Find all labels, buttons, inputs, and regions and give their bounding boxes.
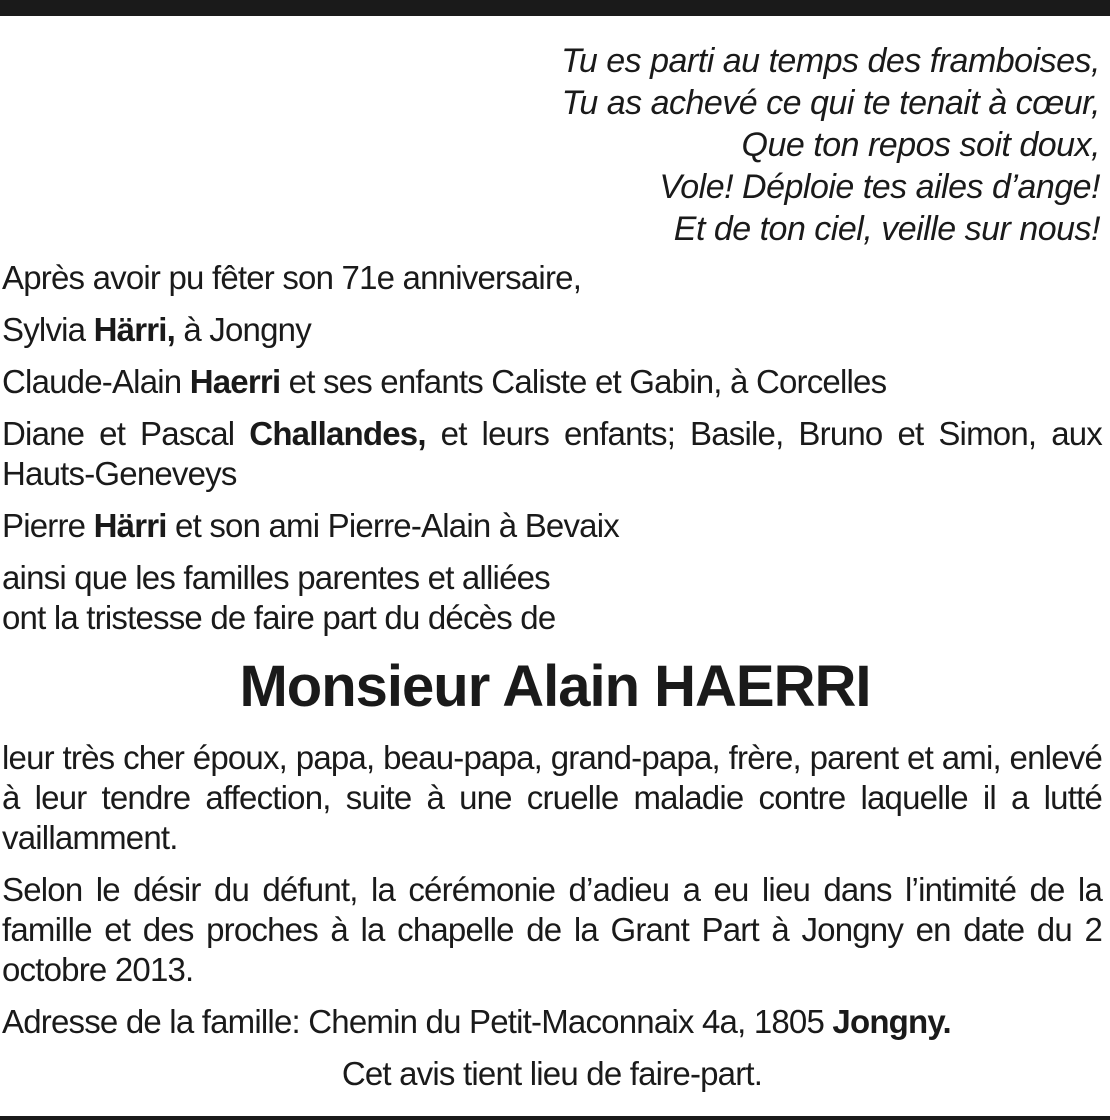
family-member-prefix: Sylvia bbox=[2, 311, 94, 348]
family-section bbox=[2, 258, 1102, 638]
family-address bbox=[2, 1002, 1102, 1042]
family-member bbox=[2, 362, 1102, 414]
bottom-border-rule bbox=[0, 1116, 1110, 1120]
description-paragraph: leur très cher époux, papa, beau-papa, grand-papa, frère, parent et ami, enlevé à leur tendre affection, suite à une cruelle maladie contre laquelle il a lutté vaillamment. bbox=[2, 739, 1102, 856]
family-member bbox=[2, 310, 1102, 362]
poem-line: Tu es parti au temps des framboises, bbox=[561, 42, 1100, 80]
ceremony-paragraph: Selon le désir du défunt, la cérémonie d’adieu a eu lieu dans l’intimité de la famille et des proches à la chapelle de la Grant Part à Jongny en date du 2 octobre 2013. bbox=[2, 871, 1102, 988]
family-member-surname: Challandes, bbox=[249, 415, 426, 452]
poem-line: Tu as achevé ce qui te tenait à cœur, bbox=[561, 84, 1100, 122]
intro-line: Après avoir pu fêter son 71e anniversaire, bbox=[2, 259, 582, 296]
family-member-suffix: à Jongny bbox=[175, 311, 311, 348]
closing-line: Cet avis tient lieu de faire-part. bbox=[341, 1055, 763, 1092]
family-member-surname: Haerri bbox=[189, 363, 281, 400]
deceased-name-heading: Monsieur Alain HAERRI bbox=[239, 654, 871, 719]
family-member-surname: Härri bbox=[93, 507, 167, 544]
top-border-rule bbox=[0, 0, 1110, 16]
family-member-surname: Härri, bbox=[93, 311, 176, 348]
family-member-prefix: Diane et Pascal bbox=[2, 415, 250, 452]
announcement-line: ainsi que les familles parentes et alliées bbox=[2, 559, 550, 596]
details-section bbox=[2, 738, 1102, 1094]
address-city: Jongny. bbox=[832, 1003, 951, 1040]
announcement-line: ont la tristesse de faire part du décès de bbox=[2, 599, 556, 636]
family-member-suffix: et ses enfants Caliste et Gabin, à Corcelles bbox=[280, 363, 887, 400]
poem-line: Et de ton ciel, veille sur nous! bbox=[673, 210, 1100, 248]
family-member bbox=[2, 414, 1102, 506]
poem-line: Vole! Déploie tes ailes d’ange! bbox=[659, 168, 1100, 206]
family-member-suffix: et son ami Pierre-Alain à Bevaix bbox=[166, 507, 619, 544]
family-member-suffix: et leurs enfants; Basile, Bruno et Simon, aux Hauts-Geneveys bbox=[2, 415, 1103, 492]
address-text: Adresse de la famille: Chemin du Petit-Maconnaix 4a, 1805 bbox=[2, 1003, 833, 1040]
poem-line: Que ton repos soit doux, bbox=[741, 126, 1100, 164]
poem bbox=[561, 40, 1100, 250]
family-member bbox=[2, 506, 1102, 558]
family-member-prefix: Claude-Alain bbox=[2, 363, 190, 400]
family-member-prefix: Pierre bbox=[2, 507, 94, 544]
